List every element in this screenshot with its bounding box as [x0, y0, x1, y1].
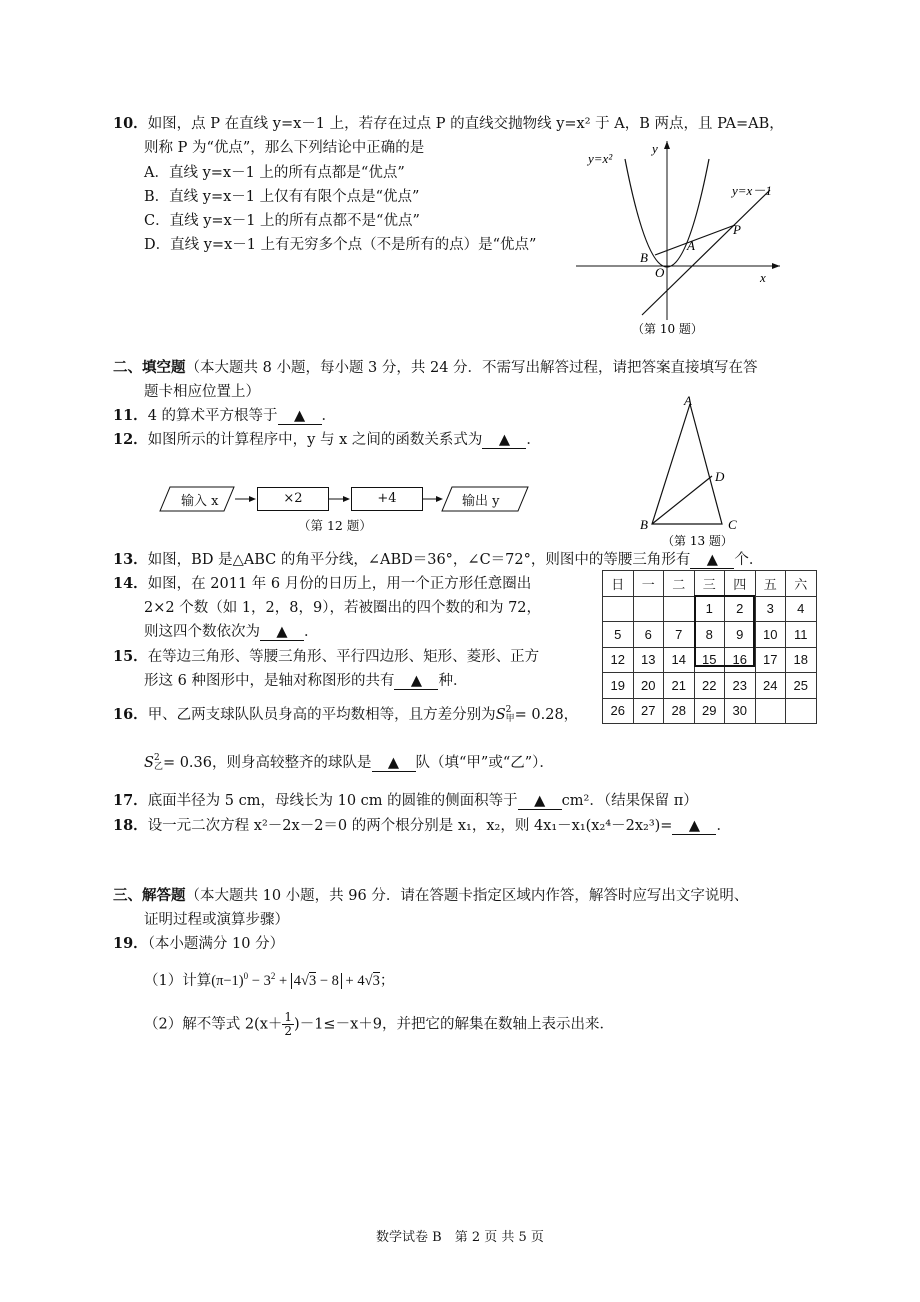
calendar-cell: 16: [725, 647, 756, 673]
flow-input: 输入 x: [181, 494, 219, 509]
q12-caption: （第 12 题）: [298, 518, 372, 533]
calendar-cell: 19: [603, 673, 634, 699]
q10-stem-line2: 则称 P 为“优点”，那么下列结论中正确的是: [144, 140, 425, 156]
calendar-header-row: [603, 571, 817, 597]
section3-desc2: 证明过程或演算步骤）: [144, 912, 289, 928]
section2-desc1: （本大题共 8 小题，每小题 3 分，共 24 分．不需写出解答过程，请把答案直接填写在答: [185, 360, 758, 376]
calendar-cell: 27: [633, 698, 664, 724]
y-label: y: [652, 141, 658, 156]
q18-end: ．: [716, 818, 731, 834]
section3-line1: [113, 884, 748, 905]
flow-multiply-box: ×2: [257, 487, 329, 511]
calendar-cell: 4: [786, 596, 817, 622]
q14-text3: 则这四个数依次为: [144, 624, 260, 640]
calendar-header-cell: 四: [725, 571, 756, 597]
calendar-cell: 12: [603, 647, 634, 673]
q13-caption: （第 13 题）: [662, 534, 733, 548]
q15-line2: [144, 669, 467, 690]
q14-number: 14．: [113, 575, 148, 592]
q10-caption: （第 10 题）: [632, 322, 703, 336]
q10-option-b: B．直线 y=x－1 上仅有有限个点是“优点”: [144, 189, 420, 205]
q16-s1-value: = 0.28，: [514, 707, 579, 723]
calendar-header-cell: 日: [603, 571, 634, 597]
q11-answer-blank: ▲: [278, 408, 322, 425]
arrow-1-head: [249, 496, 256, 502]
q19-part1-end: ；: [379, 973, 395, 989]
flow-output: 输出 y: [462, 494, 500, 509]
q11: [113, 404, 336, 425]
q18: [113, 814, 731, 835]
calendar-cell: [633, 596, 664, 622]
q13: [113, 548, 763, 569]
calendar-cell: [786, 698, 817, 724]
calendar-cell: 3: [755, 596, 786, 622]
q15-text2: 形这 6 种图形中，是轴对称图形的共有: [144, 673, 395, 689]
q19-part1-label: （1）计算: [144, 973, 212, 989]
q10-option-d: D．直线 y=x－1 上有无穷多个点（不是所有的点）是“优点”: [144, 237, 537, 253]
point-d-label: D: [715, 469, 725, 484]
calendar-cell: 29: [694, 698, 725, 724]
point-a-label: A: [687, 238, 695, 253]
vertex-a-label: A: [684, 393, 692, 408]
arrow-3-head: [436, 496, 443, 502]
q12-end: ．: [526, 432, 541, 448]
calendar-cell: 23: [725, 673, 756, 699]
calendar-cell: 26: [603, 698, 634, 724]
q13-answer-blank: ▲: [690, 552, 734, 569]
calendar-cell: 9: [725, 622, 756, 648]
q18-number: 18．: [113, 817, 148, 834]
q18-text: 设一元二次方程 x²－2x－2＝0 的两个根分别是 x₁，x₂，则 4x₁－x₁(x₂⁴－2x₂³)=: [147, 818, 673, 834]
q10-option-c: C．直线 y=x－1 上的所有点都不是“优点”: [144, 213, 420, 229]
q10-number: 10．: [113, 115, 148, 132]
segment-bd: [652, 476, 712, 524]
q11-text: 4 的算术平方根等于: [147, 408, 278, 424]
q16-text2: = 0.36，则身高较整齐的球队是: [162, 755, 372, 771]
q14-line3: [144, 620, 319, 641]
s-jia-subscript: 甲: [505, 714, 515, 724]
q11-number: 11．: [113, 407, 148, 424]
calendar-cell: 22: [694, 673, 725, 699]
calendar-cell: 21: [664, 673, 695, 699]
section2-title: 二、填空题: [113, 359, 186, 376]
calendar-cell: 14: [664, 647, 695, 673]
q14-line1: [113, 572, 531, 593]
section2-desc2: 题卡相应位置上）: [144, 384, 260, 400]
q13-text: 如图，BD 是△ABC 的角平分线，∠ABD＝36°，∠C＝72°，则图中的等腰三角形有: [147, 552, 691, 568]
q19-part2-text: )－1≤－x＋9，并把它的解集在数轴上表示出来．: [294, 1016, 614, 1033]
q13-end: 个．: [734, 552, 764, 568]
calendar-header-cell: 三: [694, 571, 725, 597]
q19-part2-label: （2）解不等式 2(x＋: [144, 1016, 283, 1033]
q16-text1: 甲、乙两支球队队员身高的平均数相等，且方差分别为: [147, 707, 496, 723]
q13-number: 13．: [113, 551, 148, 568]
q18-answer-blank: ▲: [672, 818, 716, 835]
calendar-cell: [755, 698, 786, 724]
q12: [113, 428, 541, 449]
q15-number: 15．: [113, 648, 148, 665]
x-axis-arrow: [772, 263, 780, 269]
point-p-label: P: [733, 222, 741, 237]
point-b-label: B: [640, 250, 648, 265]
q10-stem-line1: [113, 112, 784, 133]
section2-line1: [113, 356, 758, 377]
q10-option-a: A．直线 y=x－1 上的所有点都是“优点”: [144, 165, 405, 181]
vertex-b-label: B: [640, 517, 648, 532]
calendar-cell: 5: [603, 622, 634, 648]
q19-part2: [144, 1011, 614, 1038]
calendar-cell: 6: [633, 622, 664, 648]
page-footer: 数学试卷 B 第 2 页 共 5 页: [376, 1230, 544, 1245]
q16-end: 队（填“甲”或“乙”）．: [415, 755, 554, 771]
calendar-header-cell: 一: [633, 571, 664, 597]
calendar-cell: 17: [755, 647, 786, 673]
triangle-abc: [652, 404, 722, 524]
q14-text2: 2×2 个数（如 1，2，8，9），若被圈出的四个数的和为 72，: [144, 600, 542, 616]
flow-add-box: +4: [351, 487, 423, 511]
calendar-header-cell: 五: [755, 571, 786, 597]
calendar-cell: 8: [694, 622, 725, 648]
line-label: y=x－1: [732, 183, 772, 198]
q17-answer-blank: ▲: [518, 793, 562, 810]
fraction-one-half: $\frac{1}{2}$: [284, 1010, 293, 1038]
calendar-cell: 13: [633, 647, 664, 673]
calendar-cell: [664, 596, 695, 622]
q16-answer-blank: ▲: [372, 755, 416, 772]
calendar-header-cell: 六: [786, 571, 817, 597]
calendar-row: [603, 673, 817, 699]
q14-answer-blank: ▲: [260, 624, 304, 641]
q19-part1: [144, 969, 394, 990]
calendar-cell: 20: [633, 673, 664, 699]
q19-number: 19．: [113, 935, 148, 952]
q19-head: [113, 932, 284, 953]
section3-desc1: （本大题共 10 小题，共 96 分．请在答题卡指定区域内作答，解答时应写出文字说明、: [185, 888, 749, 904]
q15-text1: 在等边三角形、等腰三角形、平行四边形、矩形、菱形、正方: [147, 649, 540, 665]
origin-label: O: [655, 265, 665, 280]
calendar-cell: 11: [786, 622, 817, 648]
calendar-header-cell: 二: [664, 571, 695, 597]
arrow-2-head: [343, 496, 350, 502]
vertex-c-label: C: [728, 517, 737, 532]
calendar-cell: 10: [755, 622, 786, 648]
q16-number: 16．: [113, 706, 148, 723]
q12-number: 12．: [113, 431, 148, 448]
q15-line1: [113, 645, 539, 666]
section3-title: 三、解答题: [113, 887, 186, 904]
calendar-cell: 18: [786, 647, 817, 673]
q17-number: 17．: [113, 792, 148, 809]
q11-end: ．: [321, 408, 337, 424]
calendar-cell: 28: [664, 698, 695, 724]
calendar-cell: 15: [694, 647, 725, 673]
q15-end: 种．: [438, 673, 468, 689]
parabola-label: y=x²: [588, 151, 613, 166]
calendar-cell: 30: [725, 698, 756, 724]
s-yi-subscript: 乙: [153, 762, 163, 772]
q15-answer-blank: ▲: [394, 673, 438, 690]
q17: [113, 789, 698, 810]
calendar-cell: 1: [694, 596, 725, 622]
calendar-cell: 7: [664, 622, 695, 648]
q16-line2: S 2 乙 = 0.36，则身高较整齐的球队是 ▲ 队（填“甲”或“乙”）．: [144, 753, 554, 772]
q19-head-text: （本小题满分 10 分）: [147, 936, 285, 952]
q17-text: 底面半径为 5 cm，母线长为 10 cm 的圆锥的侧面积等于: [147, 793, 518, 809]
q14-text1: 如图，在 2011 年 6 月份的日历上，用一个正方形任意圈出: [147, 576, 532, 592]
q17-end: cm²．（结果保留 π）: [561, 793, 698, 809]
x-label: x: [760, 270, 766, 285]
q13-figure: [632, 392, 752, 550]
calendar-row: [603, 698, 817, 724]
y-axis-arrow: [664, 141, 670, 149]
calendar-cell: [603, 596, 634, 622]
q14-end: ．: [304, 624, 319, 640]
calendar-cell: 2: [725, 596, 756, 622]
calendar-selection-square: [694, 595, 755, 667]
calendar-cell: 24: [755, 673, 786, 699]
q19-part1-expression: $(\pi-1)^0 - 3^2 + 4√3 - 8 + 4√3$: [211, 971, 380, 989]
q10-stem1: 如图，点 P 在直线 y=x－1 上，若存在过点 P 的直线交抛物线 y=x² 于 A，B 两点，且 PA=AB，: [147, 116, 784, 132]
calendar-cell: 25: [786, 673, 817, 699]
q10-figure: [570, 135, 790, 340]
q16-line1: 16．甲、乙两支球队队员身高的平均数相等，且方差分别为S 2 甲 = 0.28，: [113, 705, 579, 724]
q12-answer-blank: ▲: [482, 432, 526, 449]
q12-text: 如图所示的计算程序中，y 与 x 之间的函数关系式为: [147, 432, 483, 448]
